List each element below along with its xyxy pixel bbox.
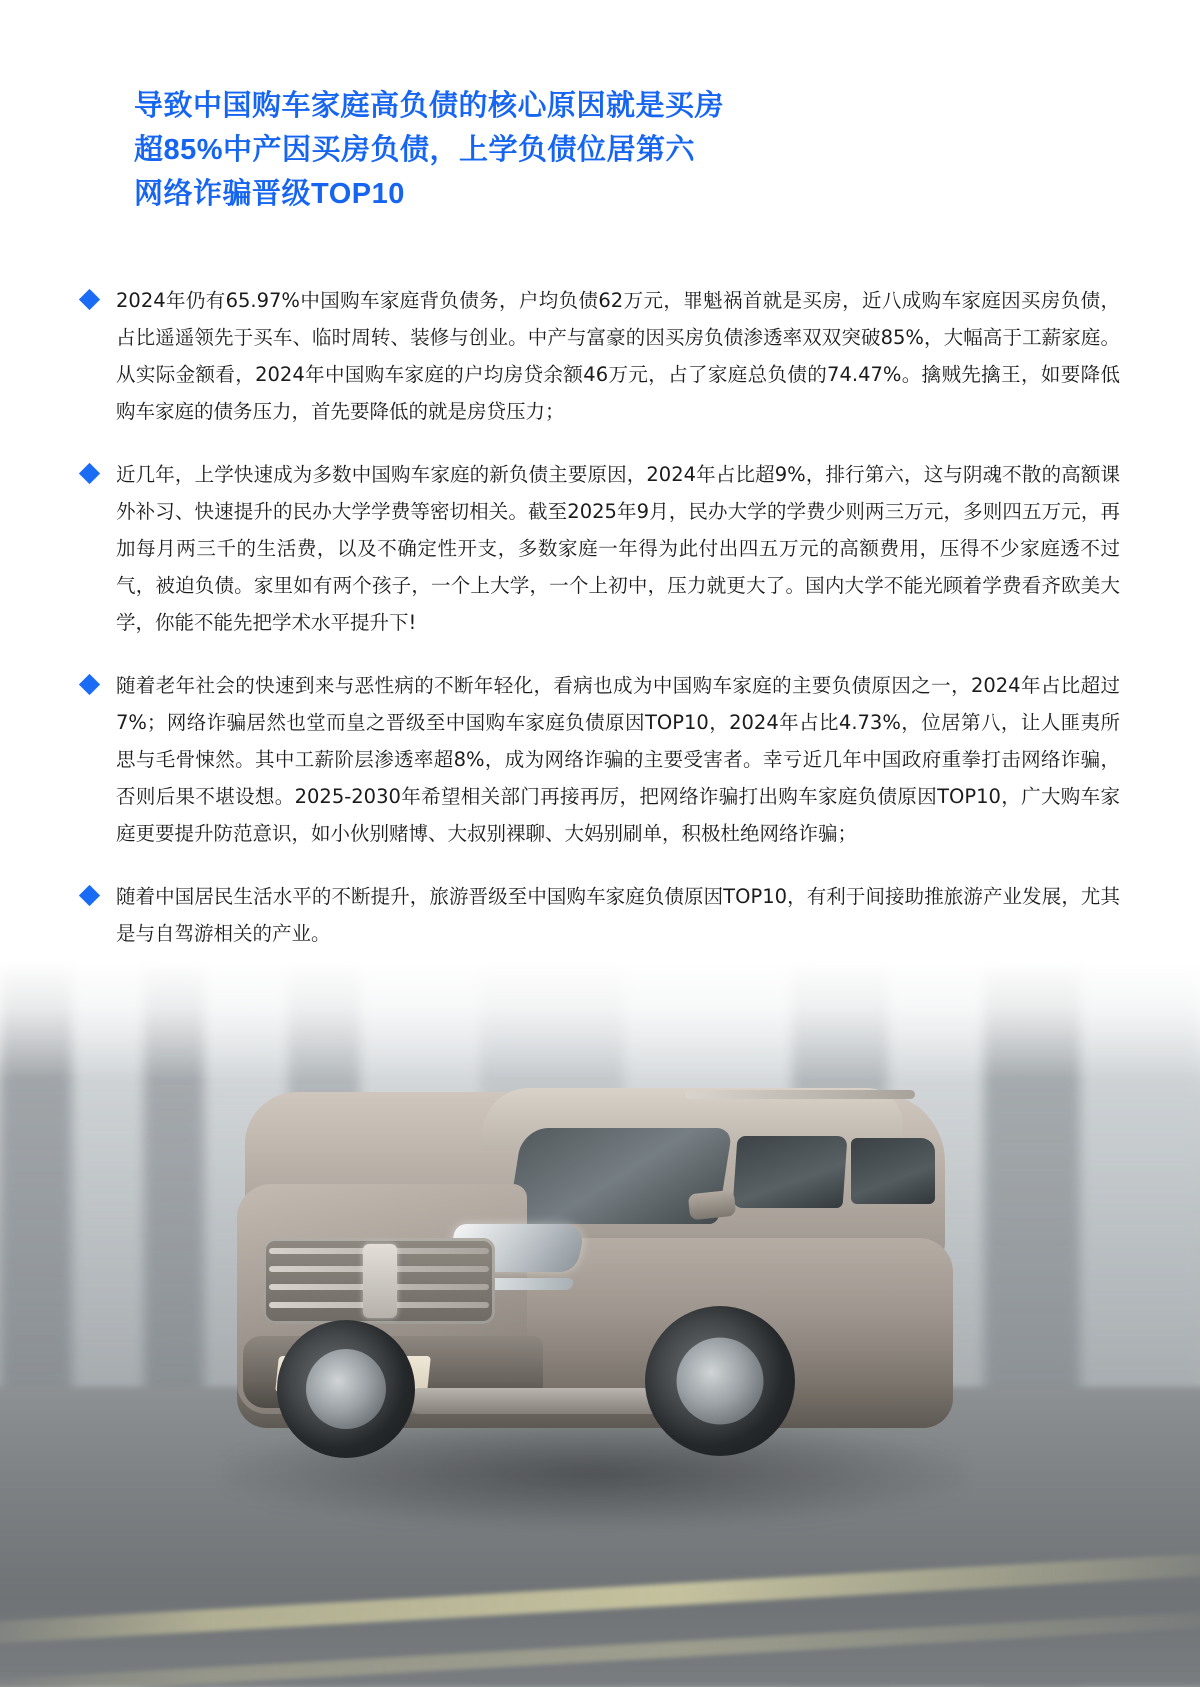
body-content bbox=[80, 282, 1120, 978]
diamond-bullet-icon bbox=[80, 675, 102, 697]
page-title bbox=[134, 84, 1094, 216]
diamond-bullet-icon bbox=[80, 290, 102, 312]
title-line-3: 网络诈骗晋级TOP10 bbox=[134, 178, 405, 210]
paragraph-text: 近几年，上学快速成为多数中国购车家庭的新负债主要原因，2024年占比超9%，排行第六，这与阴魂不散的高额课外补习、快速提升的民办大学学费等密切相关。截至2025年9月，民办大学的学费少则两三万元，多则四五万元，再加每月两三千的生活费，以及不确定性开支，多数家庭一年得为此付出四五万元的高额费用，压得不少家庭透不过气，被迫负债。家里如有两个孩子，一个上大学，一个上初中，压力就更大了。国内大学不能光顾着学费看齐欧美大学，你能不能先把学术水平提升下! bbox=[116, 463, 1120, 634]
list-item bbox=[80, 282, 1120, 430]
wheel-rim bbox=[677, 1338, 764, 1425]
photo-top-fade bbox=[0, 960, 1200, 1080]
front-wheel bbox=[277, 1320, 415, 1458]
paragraph-text: 2024年仍有65.97%中国购车家庭背负债务，户均负债62万元，罪魁祸首就是买房，近八成购车家庭因买房负债，占比遥遥领先于买车、临时周转、装修与创业。中产与富豪的因买房负债渗透率双双突破85%，大幅高于工薪家庭。从实际金额看，2024年中国购车家庭的户均房贷余额46万元，占了家庭总负债的74.47%。擒贼先擒王，如要降低购车家庭的债务压力，首先要降低的就是房贷压力； bbox=[116, 289, 1120, 423]
suv-vehicle bbox=[215, 1088, 975, 1528]
list-item bbox=[80, 456, 1120, 641]
diamond-bullet-icon bbox=[80, 464, 102, 486]
rear-wheel bbox=[645, 1306, 795, 1456]
diamond-bullet-icon bbox=[80, 886, 102, 908]
title-line-1: 导致中国购车家庭高负债的核心原因就是买房 bbox=[134, 90, 725, 122]
rear-side-window bbox=[851, 1138, 935, 1204]
hero-photo bbox=[0, 960, 1200, 1687]
side-mirror bbox=[688, 1190, 736, 1221]
title-line-2: 超85%中产因买房负债，上学负债位居第六 bbox=[134, 134, 696, 166]
wheel-rim bbox=[306, 1349, 386, 1429]
vehicle-body bbox=[215, 1088, 975, 1448]
paragraph-text: 随着老年社会的快速到来与恶性病的不断年轻化，看病也成为中国购车家庭的主要负债原因之一，2024年占比超过7%；网络诈骗居然也堂而皇之晋级至中国购车家庭负债原因TOP10，2024年占比4.73%，位居第八，让人匪夷所思与毛骨悚然。其中工薪阶层渗透率超8%，成为网络诈骗的主要受害者。幸亏近几年中国政府重拳打击网络诈骗，否则后果不堪设想。2025-2030年希望相关部门再接再厉，把网络诈骗打出购车家庭负债原因TOP10，广大购车家庭更要提升防范意识，如小伙别赌博、大叔别裸聊、大妈别刷单，积极杜绝网络诈骗； bbox=[116, 674, 1120, 845]
list-item bbox=[80, 878, 1120, 952]
front-side-window bbox=[732, 1136, 847, 1208]
running-board bbox=[411, 1388, 681, 1414]
list-item bbox=[80, 667, 1120, 852]
brand-emblem-icon bbox=[363, 1244, 397, 1318]
roof-rail bbox=[685, 1090, 915, 1099]
paragraph-text: 随着中国居民生活水平的不断提升，旅游晋级至中国购车家庭负债原因TOP10，有利于间接助推旅游产业发展，尤其是与自驾游相关的产业。 bbox=[116, 885, 1120, 945]
